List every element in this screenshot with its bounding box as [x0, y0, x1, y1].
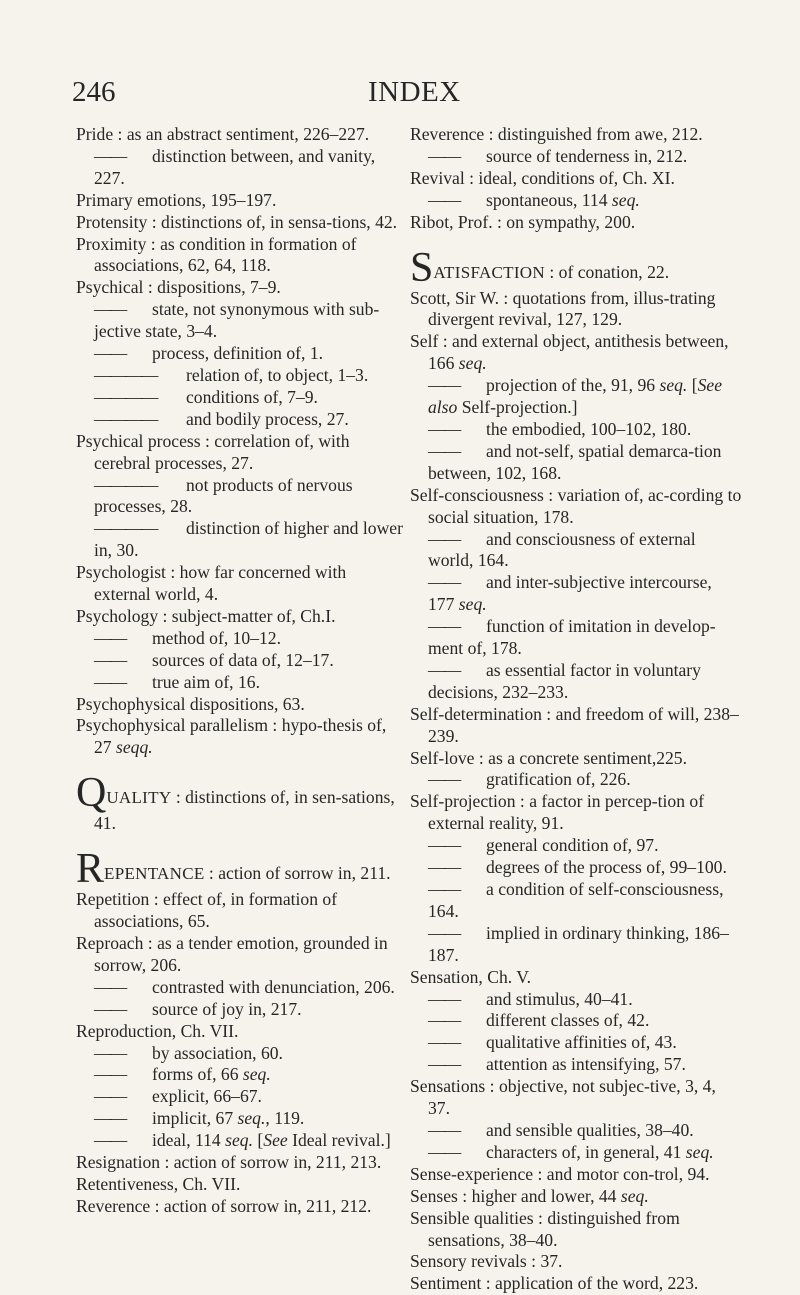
drop-cap-q: Q — [76, 770, 107, 817]
index-subentry: ———— and bodily process, 27. — [76, 409, 406, 431]
index-subentry: —— by association, 60. — [76, 1043, 406, 1065]
index-entry: Proximity : as condition in formation of associations, 62, 64, 118. — [76, 233, 357, 276]
index-entry-section-s: SATISFACTION : of conation, 22. — [410, 244, 670, 291]
index-subentry: ———— conditions of, 7–9. — [76, 387, 406, 409]
index-subentry: —— and stimulus, 40–41. — [410, 989, 742, 1011]
index-subentry: —— explicit, 66–67. — [76, 1086, 406, 1108]
index-entry: Sensible qualities : distinguished from sensations, 38–40. — [410, 1207, 680, 1250]
index-subentry: —— gratification of, 226. — [410, 769, 742, 791]
index-subentry: —— general condition of, 97. — [410, 835, 742, 857]
index-subentry: —— source of tenderness in, 212. — [410, 146, 742, 168]
index-subentry: —— spontaneous, 114 seq. — [410, 190, 742, 212]
index-subentry: —— characters of, in general, 41 seq. — [410, 1142, 742, 1164]
drop-cap-s: S — [410, 244, 434, 291]
index-subentry: —— and consciousness of external world, 164. — [410, 529, 742, 573]
index-subentry: —— as essential factor in voluntary decisions, 232–233. — [410, 660, 742, 704]
index-entry: Self-love : as a concrete sentiment,225. — [410, 747, 688, 768]
left-column — [76, 124, 406, 1218]
index-subentry: —— forms of, 66 seq. — [76, 1064, 406, 1086]
index-entry: Psychology : subject-matter of, Ch.I. — [76, 605, 336, 626]
index-entry: Self : and external object, antithesis between, 166 seq. — [410, 331, 729, 374]
index-entry: Reverence : action of sorrow in, 211, 212. — [76, 1195, 372, 1216]
index-subentry: —— attention as intensifying, 57. — [410, 1054, 742, 1076]
index-subentry: —— true aim of, 16. — [76, 672, 406, 694]
index-subentry: —— method of, 10–12. — [76, 628, 406, 650]
index-entry-section-q: QUALITY : distinctions of, in sen-sations, 41. — [76, 770, 395, 834]
index-entry: Sensation, Ch. V. — [410, 966, 532, 987]
index-subentry: ———— relation of, to object, 1–3. — [76, 365, 406, 387]
index-entry: Protensity : distinctions of, in sensa-tions, 42. — [76, 211, 398, 232]
index-entry: Reproduction, Ch. VII. — [76, 1020, 239, 1041]
index-subentry: —— degrees of the process of, 99–100. — [410, 857, 742, 879]
index-subentry: —— distinction between, and vanity, 227. — [76, 146, 406, 190]
index-entry: Psychical process : correlation of, with cerebral processes, 27. — [76, 430, 350, 473]
index-entry: Senses : higher and lower, 44 seq. — [410, 1185, 649, 1206]
index-entry: Self-determination : and freedom of will, 238–239. — [410, 703, 739, 746]
index-subentry: —— and not-self, spatial demarca-tion between, 102, 168. — [410, 441, 742, 485]
index-entry: Self-consciousness : variation of, ac-cording to social situation, 178. — [410, 484, 742, 527]
index-subentry: —— qualitative affinities of, 43. — [410, 1032, 742, 1054]
index-entry: Revival : ideal, conditions of, Ch. XI. — [410, 167, 675, 188]
index-subentry: —— source of joy in, 217. — [76, 999, 406, 1021]
index-entry: Ribot, Prof. : on sympathy, 200. — [410, 211, 636, 232]
index-subentry: ———— distinction of higher and lower in, 30. — [76, 518, 406, 562]
index-subentry: ———— not products of nervous processes, 28. — [76, 475, 406, 519]
index-entry: Primary emotions, 195–197. — [76, 189, 277, 210]
index-entry: Repetition : effect of, in formation of associations, 65. — [76, 889, 338, 932]
index-entry: Sensory revivals : 37. — [410, 1251, 563, 1272]
index-entry-section-r: REPENTANCE : action of sorrow in, 211. — [76, 846, 391, 893]
index-entry: Retentiveness, Ch. VII. — [76, 1173, 241, 1194]
index-subentry: —— state, not synonymous with sub-jective state, 3–4. — [76, 299, 406, 343]
right-column — [410, 124, 742, 1295]
page-title: INDEX — [368, 76, 461, 108]
index-subentry: —— the embodied, 100–102, 180. — [410, 419, 742, 441]
index-entry: Sensations : objective, not subjec-tive, 3, 4, 37. — [410, 1076, 716, 1119]
index-subentry: —— ideal, 114 seq. [See Ideal revival.] — [76, 1130, 406, 1152]
page-number: 246 — [72, 76, 116, 108]
index-entry: Reverence : distinguished from awe, 212. — [410, 124, 703, 144]
index-subentry: —— contrasted with denunciation, 206. — [76, 977, 406, 999]
index-subentry: —— process, definition of, 1. — [76, 343, 406, 365]
index-subentry: —— a condition of self-consciousness, 164. — [410, 879, 742, 923]
index-subentry: —— implied in ordinary thinking, 186–187. — [410, 923, 742, 967]
index-entry: Self-projection : a factor in percep-tion of external reality, 91. — [410, 791, 705, 834]
index-entry: Reproach : as a tender emotion, grounded in sorrow, 206. — [76, 933, 388, 975]
index-subentry: —— function of imitation in develop-ment of, 178. — [410, 616, 742, 660]
index-entry: Resignation : action of sorrow in, 211, 213. — [76, 1152, 382, 1173]
index-entry: Psychophysical parallelism : hypo-thesis of, 27 seqq. — [76, 715, 387, 758]
index-entry: Scott, Sir W. : quotations from, illus-trating divergent revival, 127, 129. — [410, 287, 716, 330]
index-subentry: —— projection of the, 91, 96 seq. [See also Self-projection.] — [410, 375, 742, 419]
index-subentry: —— sources of data of, 12–17. — [76, 650, 406, 672]
index-entry: Psychologist : how far concerned with external world, 4. — [76, 562, 347, 605]
index-entry: Psychophysical dispositions, 63. — [76, 693, 305, 714]
drop-cap-r: R — [76, 846, 105, 893]
page-header — [0, 76, 800, 112]
index-entry: Sense-experience : and motor con-trol, 94. — [410, 1163, 710, 1184]
index-entry: Sentiment : application of the word, 223. — [410, 1273, 699, 1294]
index-subentry: —— different classes of, 42. — [410, 1010, 742, 1032]
index-subentry: —— and sensible qualities, 38–40. — [410, 1120, 742, 1142]
index-subentry: —— implicit, 67 seq., 119. — [76, 1108, 406, 1130]
index-entry: Pride : as an abstract sentiment, 226–227. — [76, 124, 370, 144]
index-entry: Psychical : dispositions, 7–9. — [76, 277, 281, 298]
index-subentry: —— and inter-subjective intercourse, 177 seq. — [410, 572, 742, 616]
